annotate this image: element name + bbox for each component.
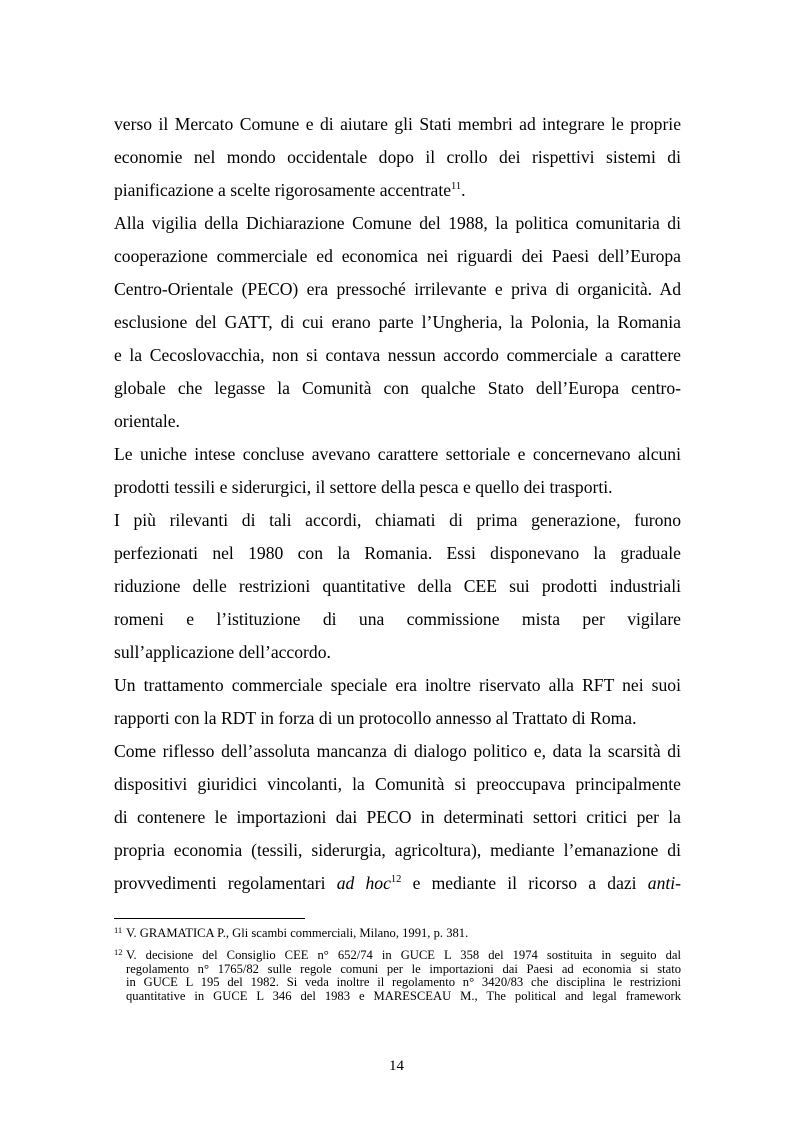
footnote-11 — [114, 927, 681, 941]
footnote-12-line-1: V. decisione del Consiglio CEE n° 652/74 in GUCE L 358 del 1974 sostituita in seguito dal — [126, 948, 681, 962]
body-line-14: perfezionati nel 1980 con la Romania. Essi disponevano la graduale — [114, 543, 681, 563]
body-line-1: verso il Mercato Comune e di aiutare gli Stati membri ad integrare le proprie — [114, 114, 681, 134]
body-line-13: I più rilevanti di tali accordi, chiamati di prima generazione, furono — [114, 510, 681, 530]
body-line-16: romeni e l’istituzione di una commissione mista per vigilare — [114, 609, 681, 629]
footnote-ref-11: 11 — [451, 181, 462, 192]
footnote-ref-12: 12 — [390, 874, 402, 885]
footnote-11-text — [126, 927, 681, 941]
body-line-17: sull’applicazione dell’accordo. — [114, 642, 331, 662]
footnote-11-line-1: V. GRAMATICA P., Gli scambi commerciali, Milano, 1991, p. 381. — [126, 926, 469, 940]
body-line-15: riduzione delle restrizioni quantitative della CEE sui prodotti industriali — [114, 576, 681, 596]
body-line-10: orientale. — [114, 411, 180, 431]
page-number: 14 — [389, 1058, 404, 1074]
body-line-8: e la Cecoslovacchia, non si contava nessun accordo commerciale a carattere — [114, 345, 681, 365]
footnote-separator — [114, 918, 305, 919]
footnote-12-text — [126, 949, 681, 1003]
footnote-12-line-3: in GUCE L 195 del 1982. Si veda inoltre il regolamento n° 3420/83 che disciplina le restrizioni — [126, 975, 681, 990]
body-line-24-b: e mediante il ricorso a dazi — [412, 873, 637, 893]
footnote-11-number: 11 — [114, 925, 123, 935]
body-line-9: globale che legasse la Comunità con qualche Stato dell’Europa centro- — [114, 378, 681, 398]
body-line-6: Centro-Orientale (PECO) era pressoché irrilevante e priva di organicità. Ad — [114, 279, 681, 299]
body-line-22: di contenere le importazioni dai PECO in determinati settori critici per la — [114, 807, 681, 827]
body-line-23: propria economia (tessili, siderurgia, agricoltura), mediante l’emanazione di — [114, 840, 681, 860]
body-line-5: cooperazione commerciale ed economica nei riguardi dei Paesi dell’Europa — [114, 246, 681, 266]
body-line-2: economie nel mondo occidentale dopo il crollo dei rispettivi sistemi di — [114, 147, 681, 167]
footnote-12 — [114, 949, 681, 1003]
body-line-3-end: . — [461, 180, 466, 200]
body-line-4: Alla vigilia della Dichiarazione Comune del 1988, la politica comunitaria di — [114, 213, 681, 233]
footnote-12-line-2: regolamento n° 1765/82 sulle regole comuni per le importazioni dai Paesi ad economia si stato — [126, 961, 681, 976]
body-line-7: esclusione del GATT, di cui erano parte l’Ungheria, la Polonia, la Romania — [114, 312, 681, 332]
footnote-12-number: 12 — [114, 947, 123, 957]
body-line-24-a: provvedimenti regolamentari — [114, 873, 326, 893]
body-line-19: rapporti con la RDT in forza di un protocollo annesso al Trattato di Roma. — [114, 708, 637, 728]
body-line-20: Come riflesso dell’assoluta mancanza di dialogo politico e, data la scarsità di — [114, 741, 681, 761]
footnote-12-line-4: quantitative in GUCE L 346 del 1983 e MARESCEAU M., The political and legal framework — [126, 988, 681, 1003]
body-line-24 — [114, 867, 681, 900]
italic-ad-hoc: ad hoc — [336, 873, 391, 893]
body-line-12: prodotti tessili e siderurgici, il settore della pesca e quello dei trasporti. — [114, 477, 613, 497]
body-line-3-text: pianificazione a scelte rigorosamente accentrate — [114, 180, 452, 200]
body-line-18: Un trattamento commerciale speciale era inoltre riservato alla RFT nei suoi — [114, 675, 681, 695]
body-line-11: Le uniche intese concluse avevano carattere settoriale e concernevano alcuni — [114, 444, 681, 464]
body-line-3 — [114, 174, 681, 207]
body-line-21: dispositivi giuridici vincolanti, la Comunità si preoccupava principalmente — [114, 774, 681, 794]
italic-anti: anti- — [647, 873, 682, 893]
